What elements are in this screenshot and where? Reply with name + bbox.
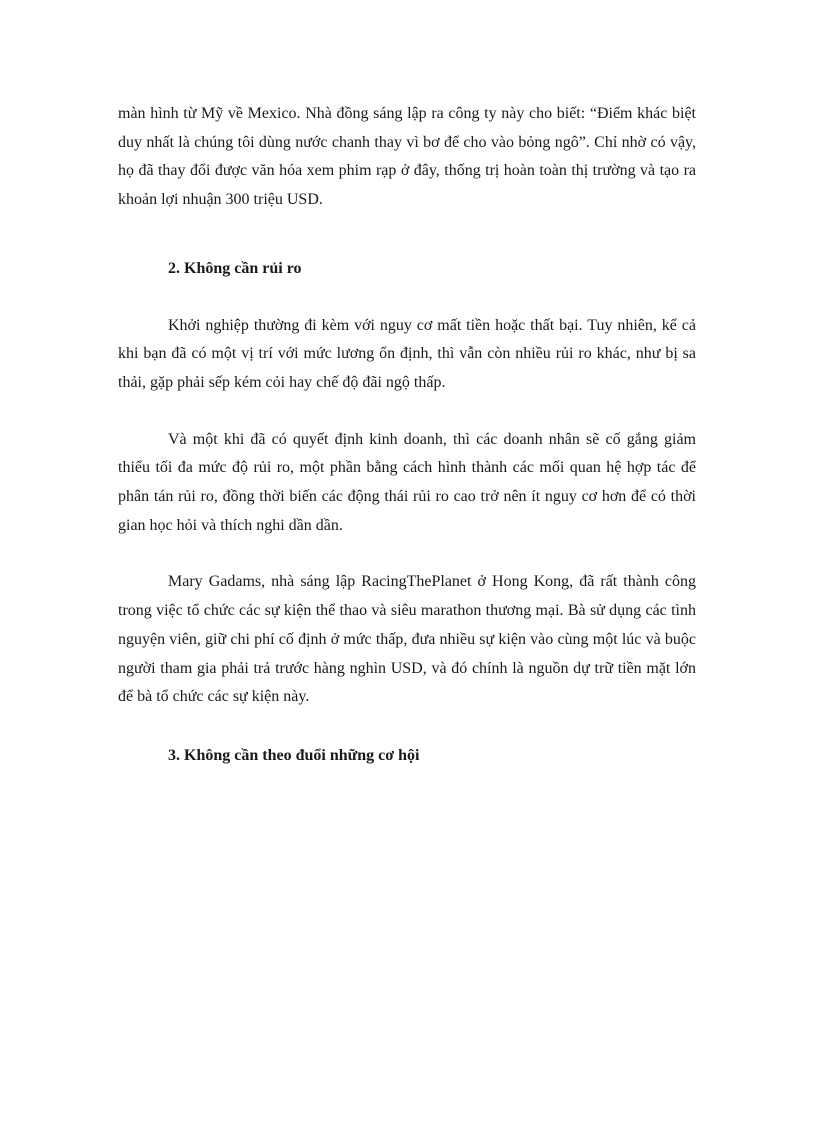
section-heading-3: 3. Không cần theo đuổi những cơ hội (168, 746, 420, 764)
section-2-paragraph-1: Khởi nghiệp thường đi kèm với nguy cơ mất tiền hoặc thất bại. Tuy nhiên, kể cả khi bạn đã có một vị trí với mức lương ổn định, thì vẫn còn nhiều rủi ro khác, như bị sa thải, gặp phải sếp kém cỏi hay chế độ đãi ngộ thấp. (118, 316, 696, 391)
document-body (118, 100, 696, 771)
section-2-paragraph-2: Và một khi đã có quyết định kinh doanh, thì các doanh nhân sẽ cố gắng giảm thiểu tối đa mức độ rủi ro, một phần bằng cách hình thành các mối quan hệ hợp tác để phân tán rủi ro, đồng thời biến các động thái rủi ro cao trở nên ít nguy cơ hơn để có thời gian học hỏi và thích nghi dần dần. (118, 430, 696, 534)
paragraph-continued: màn hình từ Mỹ về Mexico. Nhà đồng sáng lập ra công ty này cho biết: “Điểm khác biệt duy nhất là chúng tôi dùng nước chanh thay vì bơ để cho vào bỏng ngô”. Chỉ nhờ có vậy, họ đã thay đổi được văn hóa xem phim rạp ở đây, thống trị hoàn toàn thị trường và tạo ra khoản lợi nhuận 300 triệu USD. (118, 105, 696, 209)
section-heading-2: 2. Không cần rủi ro (168, 259, 302, 277)
section-2-paragraph-3: Mary Gadams, nhà sáng lập RacingThePlanet ở Hong Kong, đã rất thành công trong việc tổ chức các sự kiện thể thao và siêu marathon thương mại. Bà sử dụng các tình nguyện viên, giữ chi phí cố định ở mức thấp, đưa nhiều sự kiện vào cùng một lúc và buộc người tham gia phải trả trước hàng nghìn USD, và đó chính là nguồn dự trữ tiền mặt lớn để bà tổ chức các sự kiện này. (118, 573, 696, 706)
